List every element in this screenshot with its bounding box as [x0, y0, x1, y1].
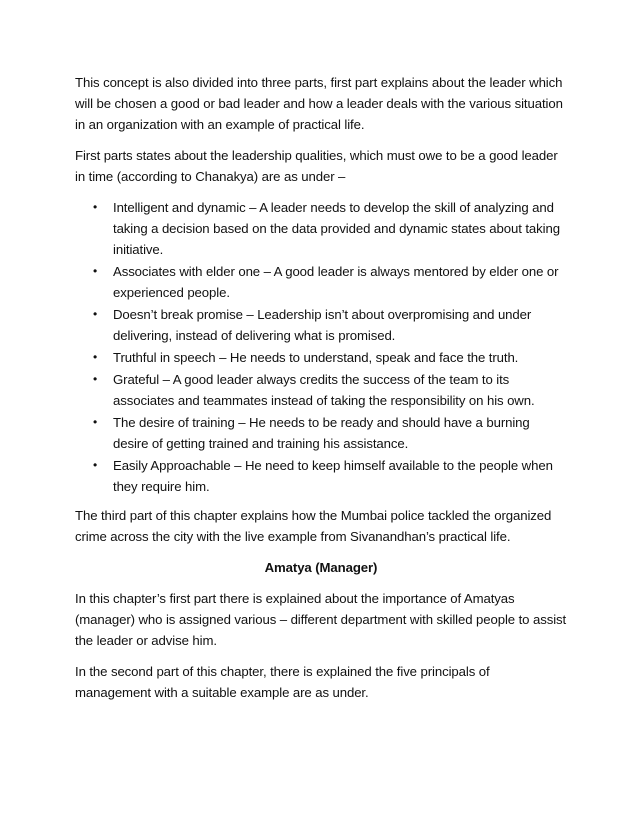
list-item-text: Intelligent and dynamic – A leader needs to develop the skill of analyzing and taking a decision based on the data provided and dynamic states about taking initiative. — [113, 200, 560, 257]
paragraph-management-principles: In the second part of this chapter, there is explained the five principals of management with a suitable example are as under. — [75, 664, 490, 700]
paragraph-intro: This concept is also divided into three parts, first part explains about the leader which will be chosen a good or bad leader and how a leader deals with the various situation in an organization with an example of practical life. — [75, 75, 563, 132]
bullet-icon: • — [93, 458, 98, 472]
bullet-icon: • — [93, 372, 98, 386]
list-item — [75, 304, 567, 346]
section-heading: Amatya (Manager) — [264, 560, 378, 575]
document-page — [75, 72, 567, 713]
list-item — [75, 197, 567, 260]
bullet-icon: • — [93, 200, 98, 214]
bullet-icon: • — [93, 415, 98, 429]
paragraph-amatya-intro: In this chapter’s first part there is explained about the importance of Amatyas (manager) who is assigned various – different department with skilled people to assist the leader or advise him. — [75, 591, 567, 648]
bullet-icon: • — [93, 350, 98, 364]
list-item — [75, 347, 567, 368]
paragraph-qualities-intro: First parts states about the leadership qualities, which must owe to be a good leader in time (according to Chanakya) are as under – — [75, 148, 558, 184]
bullet-icon: • — [93, 307, 98, 321]
list-item — [75, 412, 567, 454]
paragraph-mumbai-police: The third part of this chapter explains how the Mumbai police tackled the organized crime across the city with the live example from Sivanandhan’s practical life. — [75, 508, 552, 544]
list-item-text: Associates with elder one – A good leader is always mentored by elder one or experienced people. — [113, 264, 559, 300]
qualities-list — [75, 197, 567, 497]
list-item — [75, 369, 567, 411]
list-item-text: Grateful – A good leader always credits the success of the team to its associates and teammates instead of taking the responsibility on his own. — [113, 372, 535, 408]
list-item-text: Doesn’t break promise – Leadership isn’t about overpromising and under delivering, instead of delivering what is promised. — [113, 307, 532, 343]
list-item-text: Truthful in speech – He needs to understand, speak and face the truth. — [113, 350, 519, 365]
list-item — [75, 455, 567, 497]
bullet-icon: • — [93, 264, 98, 278]
list-item-text: The desire of training – He needs to be ready and should have a burning desire of getting trained and training his assistance. — [113, 415, 530, 451]
list-item — [75, 261, 567, 303]
list-item-text: Easily Approachable – He need to keep himself available to the people when they require him. — [113, 458, 553, 494]
